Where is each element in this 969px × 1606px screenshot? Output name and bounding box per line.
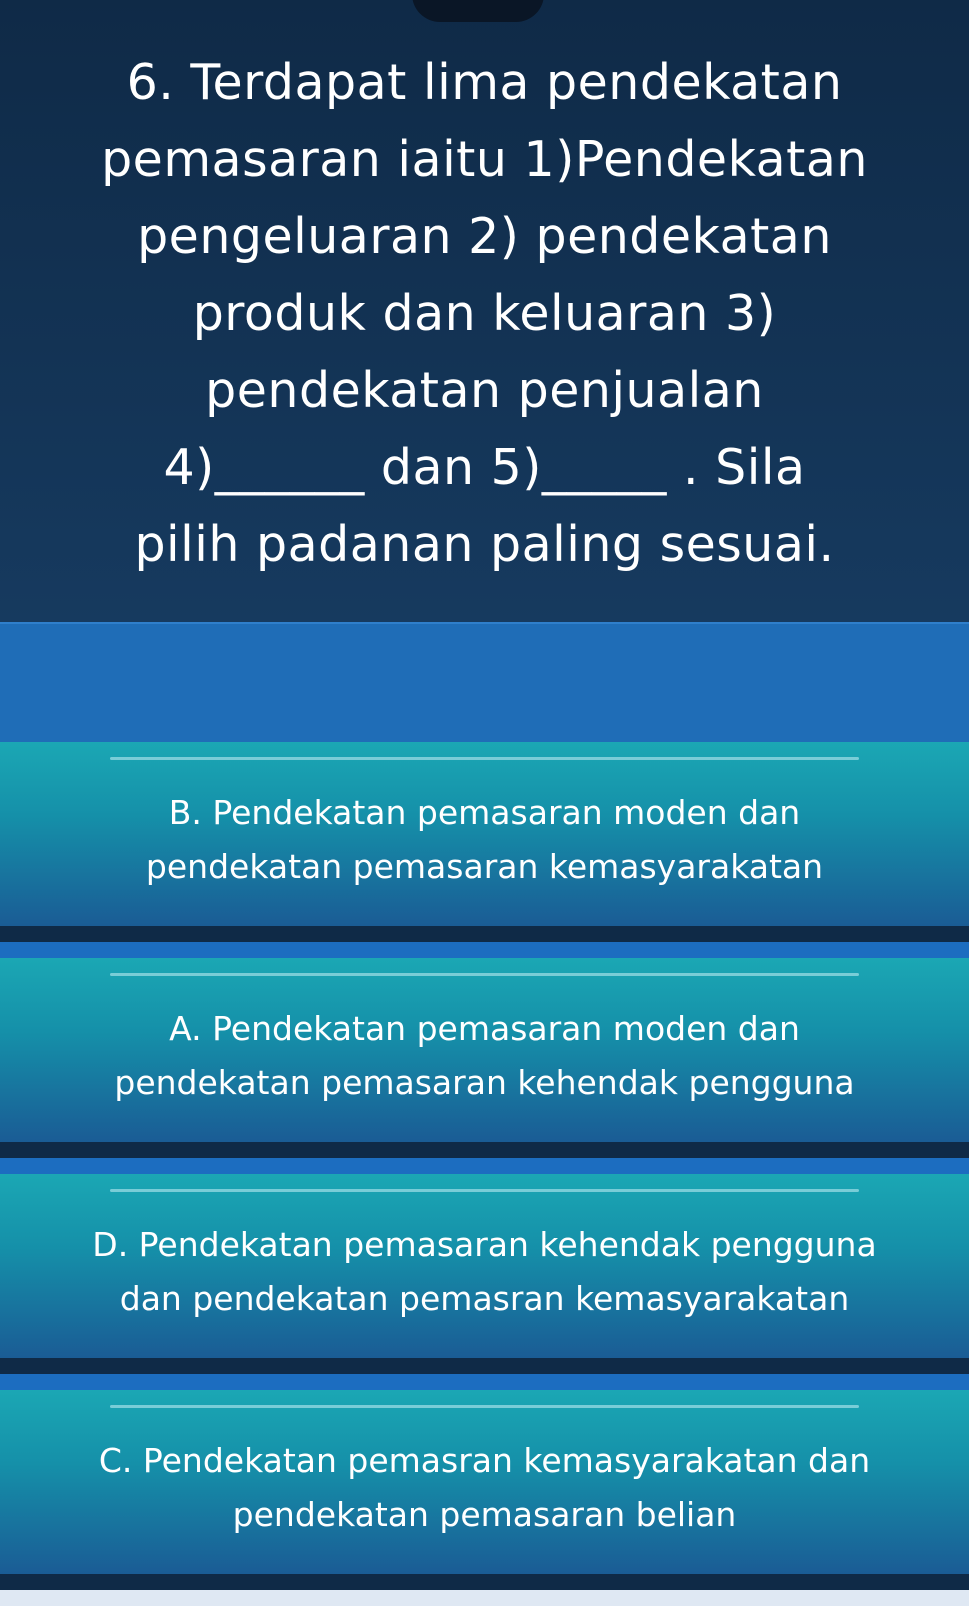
answer-option-d[interactable] [0,1174,969,1358]
answer-option-label: A. Pendekatan pemasaran moden dan pendekatan pemasaran kehendak pengguna [114,1009,855,1102]
top-pill-handle [412,0,544,22]
bottom-edge [0,1590,969,1606]
answer-option-a[interactable] [0,958,969,1142]
question-text: 6. Terdapat lima pendekatan pemasaran iaitu 1)Pendekatan pengeluaran 2) pendekatan produk dan keluaran 3) pendekatan penjualan 4)______ dan 5)_____ . Sila pilih padanan paling sesuai. [101,54,868,573]
answer-option-label: D. Pendekatan pemasaran kehendak pengguna dan pendekatan pemasran kemasyarakatan [92,1225,877,1318]
answer-option-label: B. Pendekatan pemasaran moden dan pendekatan pemasaran kemasyarakatan [145,793,824,886]
question-media-area [0,622,969,744]
answer-options [0,742,969,1590]
answer-option-label: C. Pendekatan pemasran kemasyarakatan dan pendekatan pemasaran belian [98,1441,871,1534]
answer-option-b[interactable] [0,742,969,926]
answer-option-c[interactable] [0,1390,969,1574]
question-panel [0,0,969,622]
